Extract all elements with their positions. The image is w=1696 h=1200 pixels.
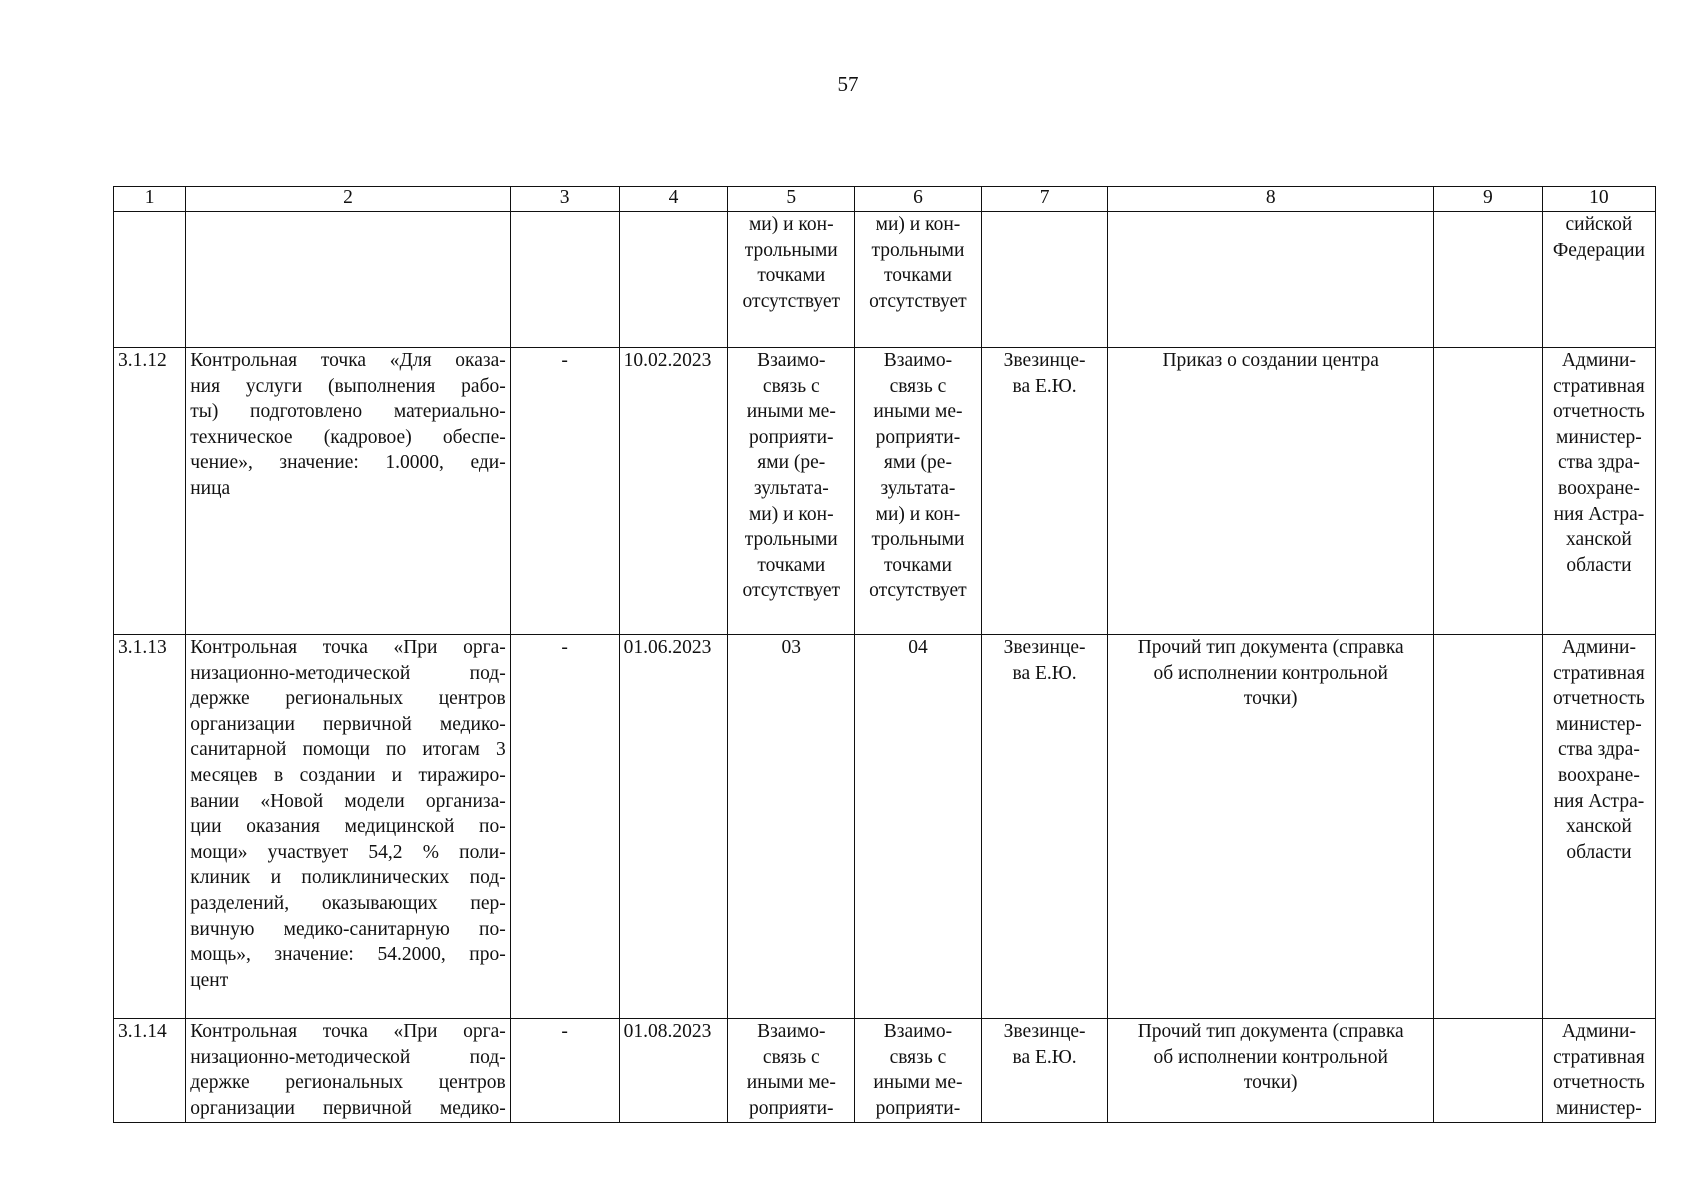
table-row [114, 348, 1656, 635]
cell-description [186, 1019, 511, 1123]
text-line: точками [883, 554, 952, 576]
text-line: Прочий тип документа (справка [1137, 1021, 1404, 1042]
text-line: об исполнении контрольной [1153, 1046, 1388, 1068]
text-line: отсутствует [869, 290, 967, 312]
text-line: точки) [1243, 688, 1298, 710]
text-line: Приказ о создании центра [1162, 350, 1379, 371]
text-line: связь с [889, 375, 947, 397]
cell-col6 [855, 635, 982, 1019]
text-line: низационно-методической под- [190, 662, 506, 684]
text-line: ями (ре- [757, 452, 826, 474]
text-line: трольными [744, 529, 838, 551]
header-row [114, 187, 1656, 212]
text-line: отчетность [1553, 688, 1645, 710]
text-line: об исполнении контрольной [1153, 662, 1388, 684]
cell-source [1542, 348, 1655, 635]
text-line: Взаимо- [883, 350, 953, 371]
cell-document-type [1108, 1019, 1434, 1123]
document-table [113, 186, 1656, 1123]
text-line: иными ме- [746, 1072, 836, 1094]
text-line: ния Астра- [1553, 790, 1645, 812]
text-line: стративная [1553, 662, 1645, 684]
text-line: зультата- [753, 477, 829, 499]
text-line: ния услуги (выполнения рабо- [190, 375, 506, 397]
cell-col5 [728, 212, 855, 348]
cell-document-type [1108, 635, 1434, 1019]
text-line: министер- [1556, 426, 1642, 448]
cell-description [186, 212, 511, 348]
column-header-7: 7 [981, 187, 1108, 212]
text-line: ми) и кон- [875, 503, 961, 525]
cell-col5 [728, 1019, 855, 1123]
text-line: вичную медико-санитарную по- [190, 918, 506, 940]
text-line: трольными [744, 239, 838, 261]
text-line: низационно-методической под- [190, 1046, 506, 1068]
text-line: роприяти- [749, 426, 834, 448]
cell-description [186, 635, 511, 1019]
text-line: отсутствует [742, 580, 841, 602]
text-line: держке региональных центров [190, 688, 506, 710]
text-line: техническое (кадровое) обеспе- [190, 426, 506, 448]
column-header-4: 4 [619, 187, 728, 212]
text-line: ва Е.Ю. [1012, 662, 1077, 684]
column-header-9: 9 [1433, 187, 1542, 212]
text-line: 04 [908, 637, 928, 658]
text-line: точки) [1243, 1072, 1298, 1094]
cell-col3 [510, 212, 619, 348]
text-line: отчетность [1553, 1072, 1645, 1094]
text-line: связь с [762, 1046, 820, 1068]
cell-number [114, 212, 186, 348]
text-line: мощь», значение: 54.2000, про- [190, 944, 506, 966]
text-line: роприяти- [875, 1097, 961, 1119]
text-line: месяцев в создании и тиражиро- [190, 764, 506, 786]
cell-source [1542, 1019, 1655, 1123]
text-line: области [1566, 554, 1632, 576]
text-line: сийской [1565, 214, 1633, 235]
text-line: организации первичной медико- [190, 713, 506, 735]
column-header-2: 2 [186, 187, 511, 212]
text-line: иными ме- [873, 401, 963, 423]
text-line: ями (ре- [883, 452, 952, 474]
cell-date: 01.06.2023 [619, 635, 728, 1019]
text-line: трольными [871, 239, 965, 261]
text-line: Контрольная точка «При орга- [190, 1021, 506, 1042]
text-line: точками [883, 265, 952, 287]
text-line: вании «Новой модели организа- [190, 790, 506, 812]
cell-col5 [728, 635, 855, 1019]
text-line: ми) и кон- [875, 214, 961, 235]
text-line: Прочий тип документа (справка [1137, 637, 1404, 658]
cell-col9 [1433, 348, 1542, 635]
cell-responsible [981, 635, 1108, 1019]
table-row [114, 635, 1656, 1019]
cell-source [1542, 212, 1655, 348]
text-line: точками [757, 554, 826, 576]
continuation-row [114, 212, 1656, 348]
text-line: ва Е.Ю. [1012, 1046, 1077, 1068]
cell-col9 [1433, 212, 1542, 348]
text-line: Звезинце- [1003, 1021, 1086, 1042]
column-header-8: 8 [1108, 187, 1434, 212]
text-line: министер- [1556, 713, 1642, 735]
text-line: Админи- [1561, 350, 1636, 371]
text-line: ты) подготовлено материально- [190, 401, 506, 423]
text-line: зультата- [880, 477, 956, 499]
text-line: ми) и кон- [748, 214, 834, 235]
cell-col3: - [510, 1019, 619, 1123]
text-line: отсутствует [869, 580, 967, 602]
text-line: роприяти- [749, 1097, 834, 1119]
text-line: министер- [1556, 1097, 1642, 1119]
cell-col9 [1433, 635, 1542, 1019]
text-line: Админи- [1561, 637, 1636, 658]
cell-description [186, 348, 511, 635]
cell-col9 [1433, 1019, 1542, 1123]
text-line: иными ме- [746, 401, 836, 423]
text-line: Админи- [1561, 1021, 1636, 1042]
text-line: трольными [871, 529, 965, 551]
text-line: ница [190, 477, 231, 499]
text-line: точками [757, 265, 826, 287]
cell-responsible [981, 212, 1108, 348]
cell-number: 3.1.12 [114, 348, 186, 635]
cell-responsible [981, 1019, 1108, 1123]
text-line: связь с [762, 375, 820, 397]
table-row [114, 1019, 1656, 1123]
text-line: ханской [1565, 529, 1632, 551]
text-line: санитарной помощи по итогам 3 [190, 739, 506, 761]
cell-source [1542, 635, 1655, 1019]
text-line: организации первичной медико- [190, 1097, 506, 1119]
text-line: воохране- [1558, 764, 1640, 786]
text-line: ханской [1565, 816, 1632, 838]
page-number: 57 [837, 72, 859, 96]
column-header-6: 6 [855, 187, 982, 212]
cell-col6 [855, 212, 982, 348]
cell-col6 [855, 1019, 982, 1123]
cell-col3: - [510, 348, 619, 635]
cell-document-type [1108, 348, 1434, 635]
cell-responsible [981, 348, 1108, 635]
text-line: клиник и поликлинических под- [190, 867, 506, 889]
cell-col6 [855, 348, 982, 635]
column-header-3: 3 [510, 187, 619, 212]
text-line: Контрольная точка «При орга- [190, 637, 506, 658]
text-line: ми) и кон- [748, 503, 834, 525]
cell-col3: - [510, 635, 619, 1019]
text-line: иными ме- [873, 1072, 963, 1094]
cell-number: 3.1.14 [114, 1019, 186, 1123]
cell-col5 [728, 348, 855, 635]
text-line: Федерации [1552, 239, 1645, 261]
text-line: Взаимо- [757, 350, 826, 371]
text-line: ва Е.Ю. [1012, 375, 1077, 397]
cell-date: 10.02.2023 [619, 348, 728, 635]
cell-date: 01.08.2023 [619, 1019, 728, 1123]
text-line: области [1566, 841, 1632, 863]
text-line: ства здра- [1558, 739, 1640, 761]
text-line: разделений, оказывающих пер- [190, 892, 506, 914]
text-line: цент [190, 969, 229, 991]
text-line: стративная [1553, 1046, 1645, 1068]
text-line: чение», значение: 1.0000, еди- [190, 452, 506, 474]
column-header-10: 10 [1542, 187, 1655, 212]
text-line: Контрольная точка «Для оказа- [190, 350, 506, 371]
text-line: Взаимо- [883, 1021, 953, 1042]
text-line: мощи» участвует 54,2 % поли- [190, 841, 506, 863]
text-line: отчетность [1553, 401, 1645, 423]
text-line: ства здра- [1558, 452, 1640, 474]
text-line: Взаимо- [757, 1021, 826, 1042]
text-line: ния Астра- [1553, 503, 1645, 525]
column-header-5: 5 [728, 187, 855, 212]
text-line: 03 [781, 637, 802, 658]
text-line: связь с [889, 1046, 947, 1068]
text-line: держке региональных центров [190, 1072, 506, 1094]
text-line: воохране- [1558, 477, 1640, 499]
cell-document-type [1108, 212, 1434, 348]
text-line: Звезинце- [1003, 637, 1086, 658]
column-header-1: 1 [114, 187, 186, 212]
text-line: отсутствует [742, 290, 841, 312]
cell-date [619, 212, 728, 348]
text-line: стративная [1553, 375, 1645, 397]
cell-number: 3.1.13 [114, 635, 186, 1019]
text-line: роприяти- [875, 426, 961, 448]
text-line: ции оказания медицинской по- [190, 816, 506, 838]
text-line: Звезинце- [1003, 350, 1086, 371]
